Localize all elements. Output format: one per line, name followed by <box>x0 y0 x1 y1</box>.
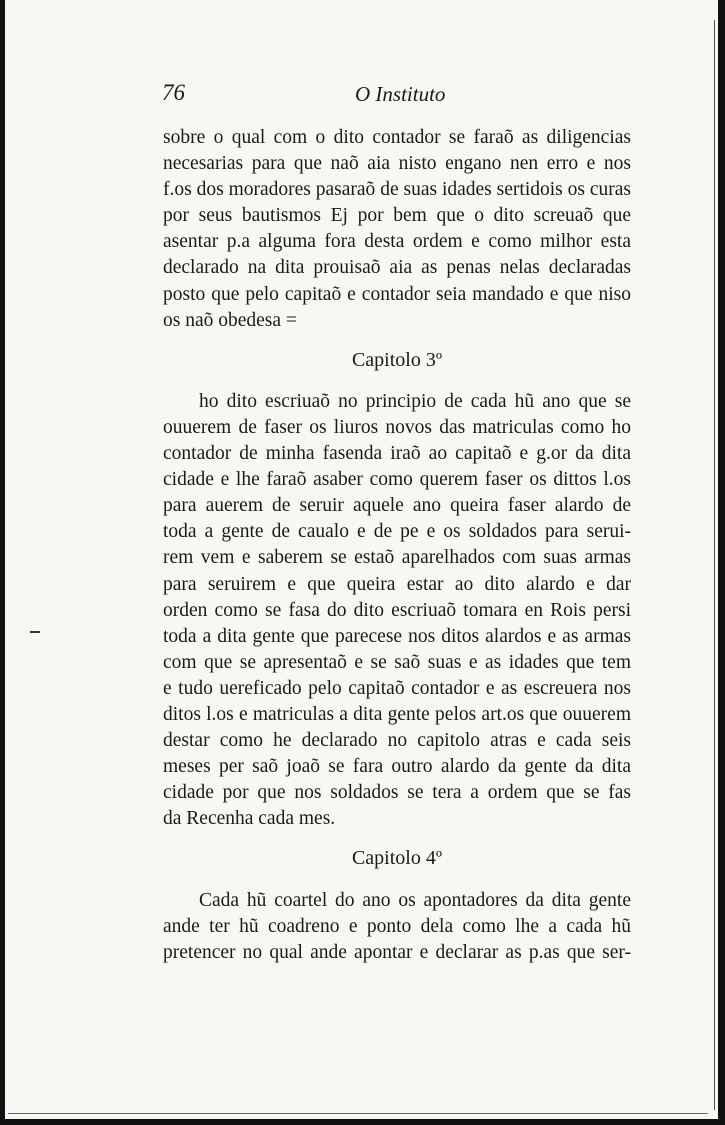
page-edge-line-right <box>714 20 715 1110</box>
paragraph-3 <box>163 888 631 966</box>
body-text <box>163 125 631 966</box>
text-line: Cada hũ coartel do ano os apontadores da dita gente <box>199 889 631 911</box>
text-line: toda a gente de caualo e de pe e os soldados para serui- <box>163 521 631 543</box>
page-edge-line-bottom <box>8 1113 708 1114</box>
text-line: ande ter hũ coadreno e ponto dela como lhe a cada hũ <box>163 915 631 937</box>
scan-border-right <box>718 0 725 1125</box>
running-title: O Instituto <box>355 82 446 106</box>
text-line: posto que pelo capitaõ e contador seia mandado e que niso <box>163 283 631 305</box>
text-line: pretencer no qual ande apontar e declarar as p.as que ser- <box>163 941 631 963</box>
text-line: e tudo uereficado pelo capitaõ contador e as escreuera nos <box>163 677 631 699</box>
text-line: toda a dita gente que parecese nos ditos alardos e as armas <box>163 625 631 647</box>
text-line: ouuerem de faser os liuros novos das matriculas como ho <box>163 416 631 438</box>
text-line: sobre o qual com o dito contador se faraõ as diligencias <box>163 127 631 148</box>
scan-border-left <box>0 0 5 1125</box>
text-line: com que se apresentaõ e se saõ suas e as idades que tem <box>163 651 631 673</box>
text-line: necesarias para que naõ aia nisto engano nen erro e nos <box>163 153 631 175</box>
chapter-heading-3: Capitolo 3º <box>351 348 443 371</box>
text-line: por seus bautismos Ej por bem que o dito screuaõ que <box>163 205 631 227</box>
text-line: asentar p.a alguma fora desta ordem e como milhor esta <box>163 231 631 253</box>
text-line: declarado na dita prouisaõ aia as penas nelas declaradas <box>163 257 631 279</box>
text-line: meses per saõ joaõ se fara outro alardo da gente da dita <box>163 756 631 778</box>
text-line: cidade e lhe faraõ asaber como querem faser os dittos l.os <box>163 469 631 491</box>
text-line: ditos l.os e matriculas a dita gente pelos art.os que ouuerem <box>163 703 631 725</box>
text-line: da Recenha cada mes. <box>163 808 336 830</box>
text-line: f.os dos moradores pasaraõ de suas idades sertidois os curas <box>163 179 631 201</box>
margin-mark <box>30 631 40 633</box>
text-line: para auerem de seruir aquele ano queira faser alardo de <box>163 495 631 517</box>
text-line: os naõ obedesa = <box>163 309 297 331</box>
text-line: orden como se fasa do dito escriuaõ tomara en Rois persi <box>163 599 631 621</box>
chapter-heading-4: Capitolo 4º <box>351 847 443 870</box>
page-number: 76 <box>162 80 185 105</box>
text-line: cidade por que nos soldados se tera a ordem que se fas <box>163 782 631 804</box>
text-line: destar como he declarado no capitolo atras e cada seis <box>163 730 631 752</box>
text-line: ho dito escriuaõ no principio de cada hũ ano que se <box>199 390 631 412</box>
text-line: contador de minha fasenda iraõ ao capitaõ e g.or da dita <box>163 443 631 465</box>
text-line: rem vem e saberem se estaõ aparelhados com suas armas <box>163 547 631 569</box>
text-line: para seruirem e que queira estar ao dito alardo e dar <box>163 573 631 595</box>
paragraph-2 <box>163 389 631 833</box>
scan-border-bottom <box>0 1119 725 1125</box>
paragraph-1 <box>163 125 631 334</box>
